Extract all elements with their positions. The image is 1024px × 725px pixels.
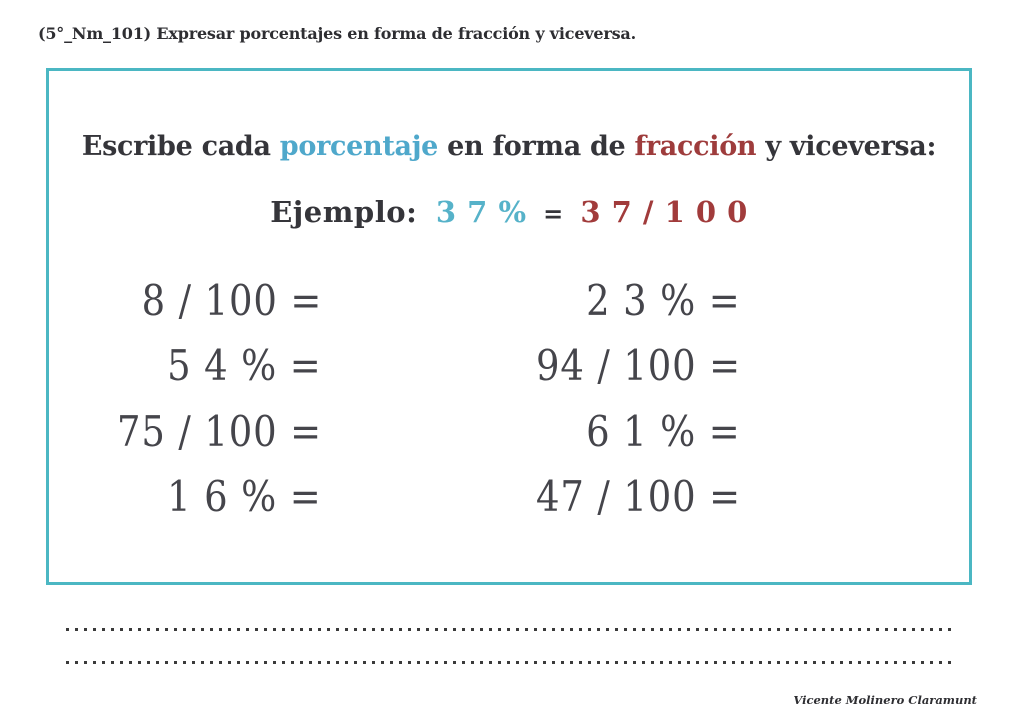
- exercise-item: 1 6 % =: [167, 472, 322, 521]
- example-equals: =: [543, 199, 564, 228]
- answer-dotted-line: [66, 628, 956, 631]
- title-word-fraccion: fracción: [634, 131, 757, 162]
- worksheet-title: [49, 131, 969, 162]
- exercise-item: 6 1 % =: [586, 407, 741, 456]
- exercise-item: 47 / 100 =: [535, 472, 741, 521]
- answer-dotted-line: [66, 661, 956, 664]
- exercise-item: 5 4 % =: [167, 341, 322, 390]
- title-post: y viceversa:: [756, 131, 937, 162]
- author-signature: Vicente Molinero Claramunt: [793, 693, 977, 707]
- exercise-item: 94 / 100 =: [535, 341, 741, 390]
- example-label: Ejemplo:: [270, 195, 418, 229]
- title-word-porcentaje: porcentaje: [279, 131, 439, 162]
- example-line: [49, 195, 969, 229]
- exercise-item: 8 / 100 =: [141, 276, 322, 325]
- title-mid: en forma de: [438, 131, 635, 162]
- example-percentage: 3 7 %: [435, 195, 527, 229]
- exercise-item: 75 / 100 =: [116, 407, 322, 456]
- example-fraction: 3 7 / 1 0 0: [580, 195, 748, 229]
- worksheet-frame: [46, 68, 972, 585]
- title-pre: Escribe cada: [81, 131, 280, 162]
- worksheet-code-header: (5°_Nm_101) Expresar porcentajes en forma de fracción y viceversa.: [38, 24, 636, 43]
- exercise-item: 2 3 % =: [586, 276, 741, 325]
